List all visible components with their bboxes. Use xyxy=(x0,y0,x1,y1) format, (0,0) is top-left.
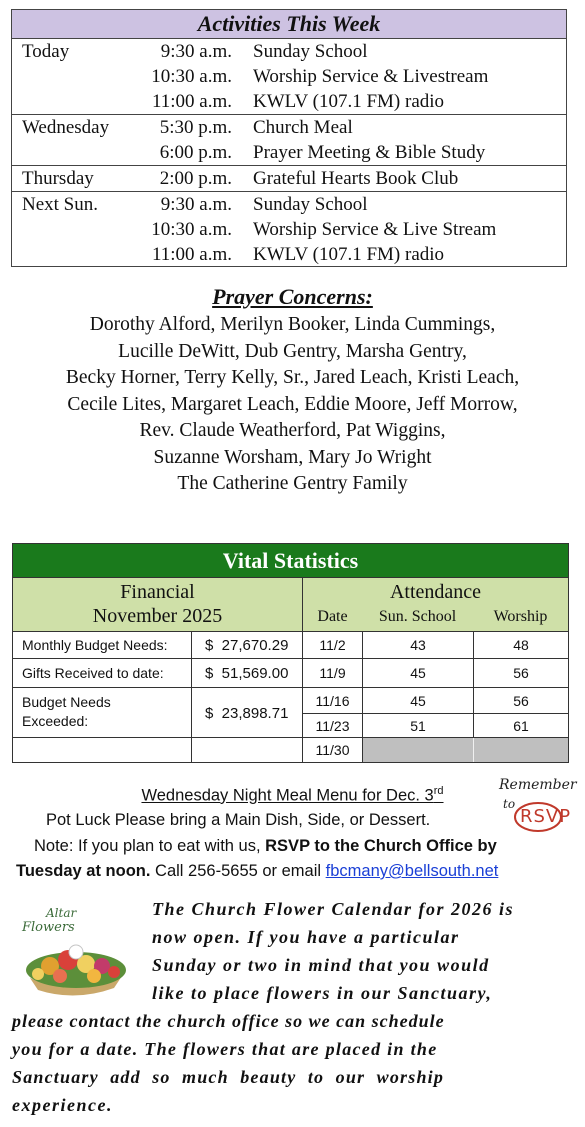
activity-row xyxy=(12,89,566,114)
flower-line: Sunday or two in mind that you would xyxy=(152,955,490,975)
flower-line: you for a date. The flowers that are placed in the xyxy=(12,1039,438,1059)
meal-line2a: Note: If you plan to eat with us, xyxy=(34,837,266,855)
att-date: 11/9 xyxy=(319,665,346,681)
email-link[interactable]: fbcmany@bellsouth.net xyxy=(325,862,499,880)
col-worship-header: Worship xyxy=(493,608,548,625)
col-school-header: Sun. School xyxy=(378,608,457,625)
flower-img-line2: Flowers xyxy=(22,920,75,935)
att-school: 45 xyxy=(410,665,426,681)
meal-line2b: RSVP to the Church Office by xyxy=(265,837,497,855)
day-group-thursday xyxy=(12,166,566,192)
meal-line3a: Tuesday at noon. xyxy=(16,862,151,880)
rsvp-badge xyxy=(496,775,577,837)
divider xyxy=(13,658,568,659)
finance-label: Exceeded: xyxy=(22,713,89,729)
finance-label: Budget Needs xyxy=(22,694,111,710)
att-date: 11/23 xyxy=(315,718,350,734)
day-group-today xyxy=(12,39,566,115)
meal-title-text: Wednesday Night Meal Menu for Dec. 3 xyxy=(141,786,434,805)
prayer-line: Cecile Lites, Margaret Leach, Eddie Moore, Jeff Morrow, xyxy=(67,393,518,415)
flower-img-line1: Altar xyxy=(46,906,77,920)
finance-amount: $ 23,898.71 xyxy=(205,705,289,722)
day-label: Next Sun. xyxy=(22,194,98,215)
prayer-list xyxy=(0,312,585,498)
finance-label: Monthly Budget Needs: xyxy=(22,637,168,653)
activity-event: Church Meal xyxy=(253,117,353,138)
activity-time: 11:00 a.m. xyxy=(151,244,232,265)
finance-amount: $ 51,569.00 xyxy=(205,665,289,682)
day-label: Today xyxy=(22,41,70,62)
prayer-line: Rev. Claude Weatherford, Pat Wiggins, xyxy=(139,420,446,441)
vital-title: Vital Statistics xyxy=(13,544,568,577)
activity-event: Prayer Meeting & Bible Study xyxy=(253,142,486,163)
day-label: Wednesday xyxy=(22,117,110,138)
divider xyxy=(303,713,568,714)
att-worship: 56 xyxy=(513,665,529,681)
activity-time: 10:30 a.m. xyxy=(151,66,232,87)
prayer-line: Becky Horner, Terry Kelly, Sr., Jared Leach, Kristi Leach, xyxy=(65,367,520,388)
flower-line: experience. xyxy=(12,1095,113,1115)
activity-time: 6:00 p.m. xyxy=(159,142,232,163)
att-date: 11/30 xyxy=(315,742,350,758)
prayer-line: The Catherine Gentry Family xyxy=(177,473,408,494)
finance-label: Gifts Received to date: xyxy=(22,665,164,681)
att-date: 11/16 xyxy=(315,693,350,709)
altar-flowers-image xyxy=(10,906,140,998)
att-worship: 56 xyxy=(513,693,529,709)
att-school: 45 xyxy=(410,693,426,709)
financial-month: November 2025 xyxy=(92,605,223,627)
prayer-line: Dorothy Alford, Merilyn Booker, Linda Cummings, xyxy=(89,314,496,335)
financial-label: Financial xyxy=(120,581,195,603)
flower-line: now open. If you have a particular xyxy=(152,927,460,947)
activity-event: Sunday School xyxy=(253,41,368,62)
activity-event: Worship Service & Livestream xyxy=(253,66,489,87)
flower-line: The Church Flower Calendar for 2026 is xyxy=(152,899,515,919)
divider xyxy=(302,578,303,631)
activities-table xyxy=(11,9,567,267)
finance-amount: $ 27,670.29 xyxy=(205,637,289,654)
activity-event: Sunday School xyxy=(253,194,368,215)
activity-row xyxy=(12,39,566,64)
day-group-wednesday xyxy=(12,115,566,166)
divider xyxy=(191,632,192,762)
activity-row xyxy=(12,64,566,89)
vital-subheader xyxy=(13,577,568,632)
activity-row xyxy=(12,217,566,242)
activity-event: KWLV (107.1 FM) radio xyxy=(253,244,445,265)
activity-time: 5:30 p.m. xyxy=(159,117,232,138)
att-school: 51 xyxy=(410,718,426,734)
col-date-header: Date xyxy=(317,608,348,625)
activity-time: 2:00 p.m. xyxy=(159,168,232,189)
rsvp-line3: RSVP xyxy=(520,806,572,827)
activity-time: 9:30 a.m. xyxy=(160,194,232,215)
vital-statistics-table xyxy=(12,543,569,763)
rsvp-line1: Remember xyxy=(499,777,577,793)
att-worship: 61 xyxy=(513,718,529,734)
meal-line2 xyxy=(34,837,497,856)
prayer-title: Prayer Concerns: xyxy=(212,284,373,309)
divider xyxy=(473,738,474,762)
activities-title: Activities This Week xyxy=(12,10,566,39)
meal-line3b: Call 256-5655 or email xyxy=(150,862,326,880)
rsvp-line2: to xyxy=(503,797,516,811)
meal-line3 xyxy=(16,862,498,881)
activity-event: Grateful Hearts Book Club xyxy=(253,168,459,189)
activity-time: 11:00 a.m. xyxy=(151,91,232,112)
activity-time: 10:30 a.m. xyxy=(151,219,232,240)
empty-cell xyxy=(363,738,568,762)
att-worship: 48 xyxy=(513,637,529,653)
prayer-line: Suzanne Worsham, Mary Jo Wright xyxy=(153,446,432,468)
activity-event: Worship Service & Live Stream xyxy=(253,219,497,240)
activity-row xyxy=(12,166,566,191)
day-label: Thursday xyxy=(22,168,94,189)
activity-time: 9:30 a.m. xyxy=(160,41,232,62)
attendance-label: Attendance xyxy=(389,581,482,603)
divider xyxy=(13,687,568,688)
activity-row xyxy=(12,192,566,217)
flower-line: please contact the church office so we can schedule xyxy=(12,1011,445,1031)
activity-event: KWLV (107.1 FM) radio xyxy=(253,91,445,112)
activity-row xyxy=(12,115,566,140)
activity-row xyxy=(12,140,566,165)
flower-line: like to place flowers in our Sanctuary, xyxy=(152,983,493,1003)
prayer-line: Lucille DeWitt, Dub Gentry, Marsha Gentry, xyxy=(118,340,467,362)
att-school: 43 xyxy=(410,637,426,653)
meal-title-sup: rd xyxy=(433,785,444,797)
att-date: 11/2 xyxy=(319,637,346,653)
activity-row xyxy=(12,242,566,267)
day-group-next-sunday xyxy=(12,192,566,267)
flower-line: Sanctuary add so much beauty to our worship xyxy=(12,1067,445,1087)
meal-line1: Pot Luck Please bring a Main Dish, Side, or Dessert. xyxy=(46,811,431,829)
